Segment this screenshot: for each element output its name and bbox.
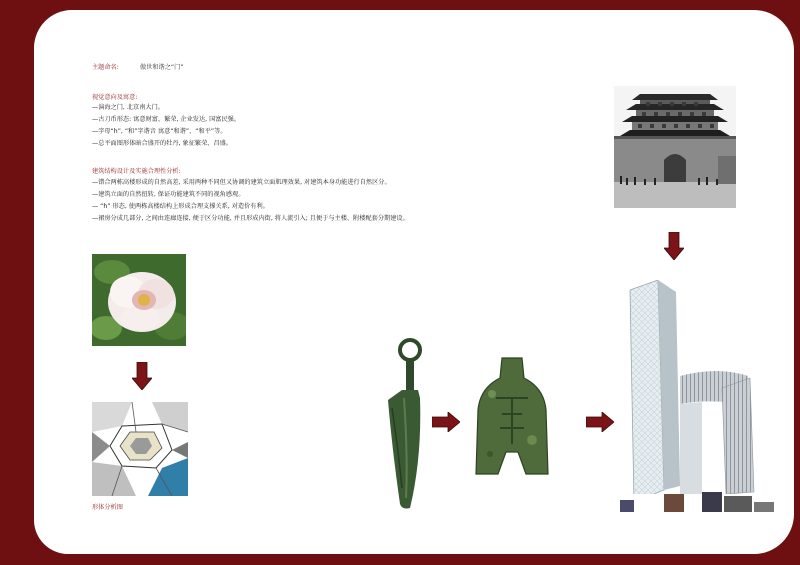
arrow-down-icon xyxy=(664,232,684,264)
theme-value: 傲世和谐之“门” xyxy=(140,64,184,71)
tower-rendering xyxy=(618,280,776,512)
presentation-sheet xyxy=(34,10,794,554)
visual-line-2: —古刀币形态: 寓意财富、繁荣, 企业发达, 国富民强。 xyxy=(92,116,241,123)
spade-coin xyxy=(472,354,552,480)
site-plan-diagram xyxy=(92,402,188,496)
theme-label: 主题命名: xyxy=(92,64,119,71)
visual-line-4: —总平面图形体暗合盛开的牡丹, 象征繁荣、昌盛。 xyxy=(92,140,233,147)
arrow-right-icon xyxy=(432,412,460,436)
structure-line-4: —裙房分成几部分, 之间由连廊连接, 便于区分功能, 并且形成内街, 将人流引入; 且便于与主楼、附楼配套分期建设。 xyxy=(92,215,409,222)
structure-line-2: —建筑立面的自然扭转, 保证功能建筑不同的视角感观。 xyxy=(92,191,245,198)
visual-line-3: —字母“h”, “和”字谐音 寓意“和谐”、“和平”等。 xyxy=(92,128,227,135)
structure-line-1: —错合两栋高楼形成的自然高差, 采用两种不同但又协调的建筑立面肌理效果, 对建筑本身功能进行自然区分。 xyxy=(92,179,391,186)
gate-photo xyxy=(614,86,736,208)
visual-heading: 视觉意向及寓意: xyxy=(92,94,138,101)
visual-line-1: —演海之门, 北京南大门。 xyxy=(92,104,164,111)
arrow-down-icon xyxy=(132,362,152,394)
peony-photo xyxy=(92,254,186,346)
structure-heading: 建筑结构设计及实施合理性分析: xyxy=(92,168,181,175)
structure-line-3: — “h” 形态, 使两栋高楼结构上形成合理支撑关系, 对造价有利。 xyxy=(92,203,269,210)
arrow-right-icon xyxy=(586,412,614,436)
knife-coin xyxy=(380,338,430,514)
diagram-caption: 形体分析图 xyxy=(92,504,123,511)
